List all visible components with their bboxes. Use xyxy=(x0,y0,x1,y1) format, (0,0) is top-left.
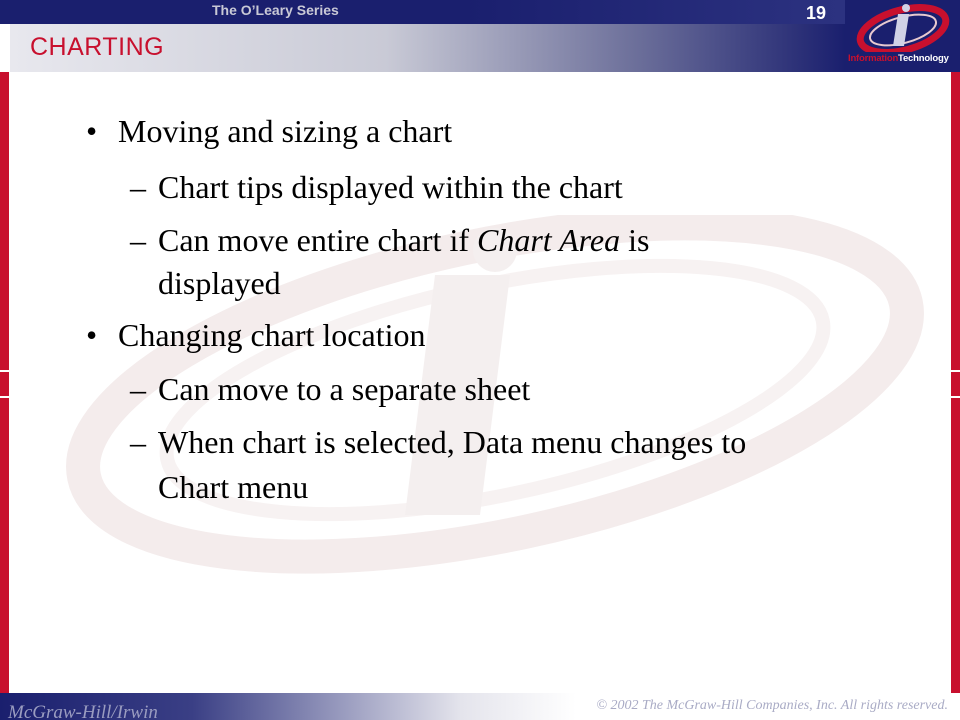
logo-text-information: Information xyxy=(848,53,899,64)
sub-bullet-continuation: Chart menu xyxy=(158,469,309,505)
footer-copyright: © 2002 The McGraw-Hill Companies, Inc. All rights reserved. xyxy=(596,698,948,713)
sub-bullet-italic-term: Chart Area xyxy=(476,222,621,258)
sub-bullet-dash: – xyxy=(130,169,146,205)
logo-text-technology: Technology xyxy=(898,53,949,64)
sub-bullet-dash: – xyxy=(130,222,146,258)
sub-bullet-continuation: displayed xyxy=(158,265,281,301)
sub-bullet-item xyxy=(158,219,858,261)
footer-publisher: McGraw-Hill/Irwin xyxy=(8,702,158,720)
series-label: The O’Leary Series xyxy=(212,2,339,18)
slide-title: CHARTING xyxy=(30,33,165,61)
sub-bullet-dash: – xyxy=(130,371,146,407)
bullet-dot: • xyxy=(86,317,98,353)
sub-bullet-item: Can move to a separate sheet xyxy=(158,371,531,407)
sub-bullet-text: Can move entire chart if xyxy=(158,222,477,258)
sub-bullet-text: is xyxy=(620,222,650,258)
page-number: 19 xyxy=(806,3,827,23)
bullet-dot: • xyxy=(86,113,98,149)
sub-bullet-item: Chart tips displayed within the chart xyxy=(158,169,623,205)
sub-bullet-dash: – xyxy=(130,424,146,460)
sub-bullet-item: When chart is selected, Data menu changes to xyxy=(158,424,747,460)
bullet-item: Moving and sizing a chart xyxy=(118,113,453,149)
bullet-item: Changing chart location xyxy=(118,317,426,353)
